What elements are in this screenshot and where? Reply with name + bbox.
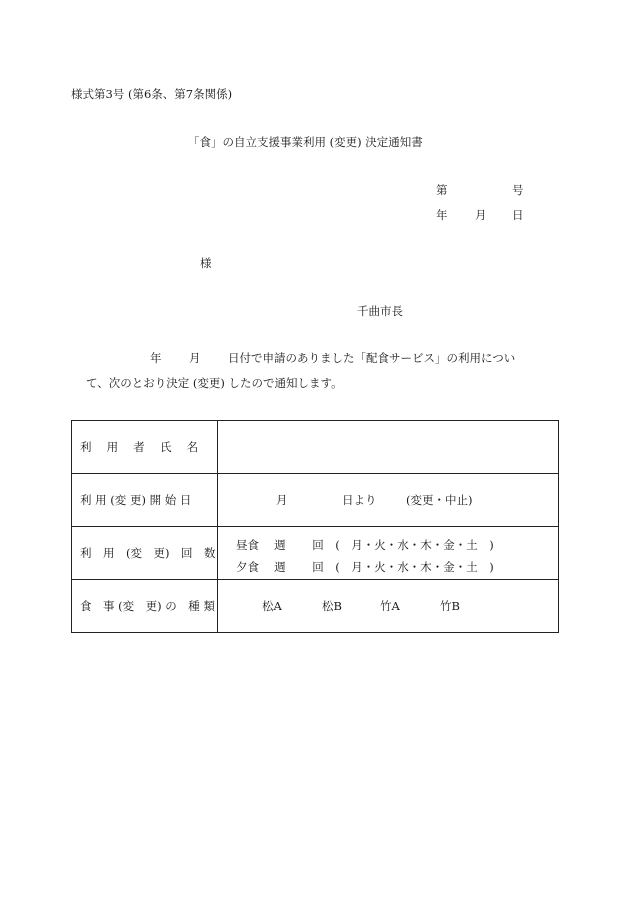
document-number-suffix: 号	[512, 183, 524, 197]
meal-type-value-cell	[218, 580, 559, 633]
body-month: 月	[189, 351, 201, 365]
start-date-value-cell	[218, 474, 559, 527]
meal-type-option-2: 松B	[322, 599, 342, 613]
service-decision-table	[71, 420, 559, 633]
table-row-frequency	[72, 527, 559, 580]
addressee-suffix: 様	[200, 256, 212, 270]
dinner-frequency: 夕食 週 回 ( 月・火・水・木・金・土 )	[236, 560, 494, 574]
date-year: 年	[436, 208, 448, 222]
start-date-label: 利 用 (変 更) 開 始 日	[80, 493, 192, 507]
date-day: 日	[512, 208, 524, 222]
start-date-label-cell	[72, 474, 218, 527]
user-name-label: 利 用 者 氏 名	[80, 440, 199, 454]
lunch-frequency: 昼食 週 回 ( 月・火・水・木・金・土 )	[236, 538, 494, 552]
sender-name: 千曲市長	[357, 304, 403, 318]
document-number-prefix: 第	[436, 183, 448, 197]
start-date-day: 日より	[342, 493, 377, 507]
meal-type-option-4: 竹B	[440, 599, 460, 613]
body-year: 年	[150, 351, 162, 365]
table-row-user-name	[72, 421, 559, 474]
frequency-label-cell	[72, 527, 218, 580]
meal-type-label-cell	[72, 580, 218, 633]
start-date-month: 月	[276, 493, 288, 507]
body-line2: て、次のとおり決定 (変更) したので通知します。	[86, 376, 343, 390]
frequency-label: 利 用 (変 更) 回 数	[80, 546, 216, 560]
meal-type-label: 食 事 (変 更) の 種 類	[80, 599, 215, 613]
frequency-value-cell	[218, 527, 559, 580]
table-row-start-date	[72, 474, 559, 527]
meal-type-option-1: 松A	[262, 599, 282, 613]
form-number: 様式第3号 (第6条、第7条関係)	[71, 87, 233, 101]
user-name-value-cell	[218, 421, 559, 474]
start-date-status: (変更・中止)	[406, 493, 473, 507]
document-title: 「食」の自立支援事業利用 (変更) 決定通知書	[188, 135, 423, 149]
body-line1: 日付で申請のありました「配食サービス」の利用につい	[228, 351, 516, 365]
meal-type-option-3: 竹A	[380, 599, 400, 613]
user-name-label-cell	[72, 421, 218, 474]
table-row-meal-type	[72, 580, 559, 633]
date-month: 月	[475, 208, 487, 222]
